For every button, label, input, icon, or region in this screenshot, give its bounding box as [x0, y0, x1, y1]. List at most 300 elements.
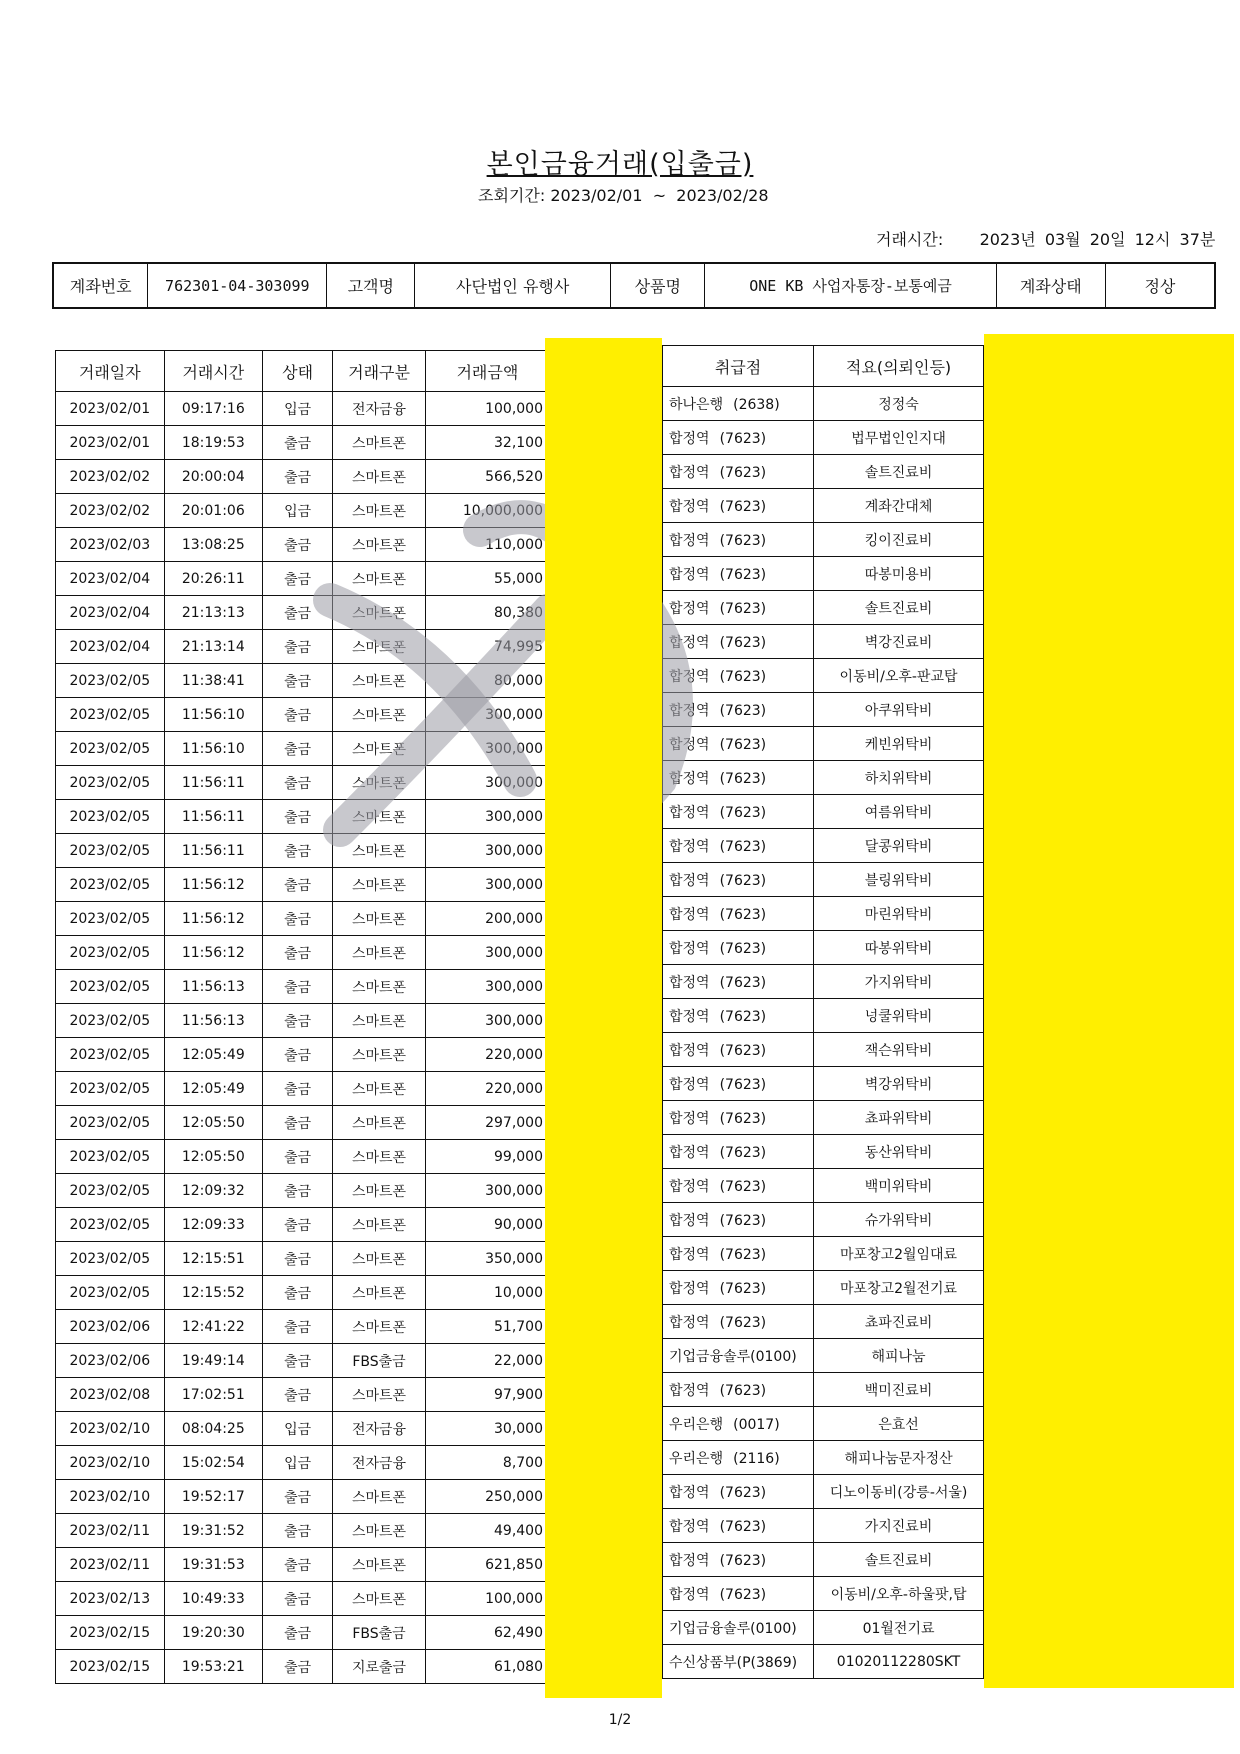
cell-amount: 55,000: [425, 562, 549, 596]
cell-time: 12:05:49: [164, 1038, 262, 1072]
cell-status: 출금: [262, 1072, 332, 1106]
branch-code: (7623): [719, 600, 767, 617]
table-row: [663, 1101, 984, 1135]
branch-name: 합정역: [669, 906, 710, 923]
branch-code: (7623): [719, 1586, 767, 1603]
branch-name: 합정역: [669, 974, 710, 991]
document-title: 본인금융거래(입출금): [486, 149, 754, 180]
cell-amount: 297,000: [425, 1106, 549, 1140]
cell-status: 출금: [262, 460, 332, 494]
cell-amount: 300,000: [425, 698, 549, 732]
cell-memo: 백미진료비: [814, 1373, 984, 1407]
cell-amount: 61,080: [425, 1650, 549, 1684]
cell-type: FBS출금: [333, 1616, 426, 1650]
branch-name: 합정역: [669, 1110, 710, 1127]
cell-date: 2023/02/02: [56, 494, 165, 528]
txtime-label: 거래시간:: [876, 230, 944, 249]
cell-time: 11:56:13: [164, 1004, 262, 1038]
cell-time: 13:08:25: [164, 528, 262, 562]
cell-amount: 32,100: [425, 426, 549, 460]
cell-amount: 10,000: [425, 1276, 549, 1310]
cell-branch: [663, 1373, 814, 1407]
cell-time: 12:15:51: [164, 1242, 262, 1276]
table-row: [56, 1038, 550, 1072]
branch-code: (0017): [733, 1416, 780, 1433]
cell-amount: 300,000: [425, 936, 549, 970]
table-row: [663, 1407, 984, 1441]
cell-memo: 하치위탁비: [814, 761, 984, 795]
branch-name: 합정역: [669, 532, 710, 549]
cell-type: 스마트폰: [333, 766, 426, 800]
branch-code: (7623): [719, 838, 767, 855]
cell-date: 2023/02/03: [56, 528, 165, 562]
branch-name: 합정역: [669, 1586, 710, 1603]
cell-time: 10:49:33: [164, 1582, 262, 1616]
cell-type: 스마트폰: [333, 630, 426, 664]
cell-amount: 62,490: [425, 1616, 549, 1650]
cell-memo: 솔트진료비: [814, 1543, 984, 1577]
cell-type: 스마트폰: [333, 1514, 426, 1548]
txtime-value: 2023년 03월 20일 12시 37분: [979, 230, 1216, 249]
cell-date: 2023/02/05: [56, 1276, 165, 1310]
branch-code: (7623): [719, 430, 767, 447]
cell-type: 스마트폰: [333, 1174, 426, 1208]
cell-memo: 백미위탁비: [814, 1169, 984, 1203]
table-row: [56, 1446, 550, 1480]
cell-date: 2023/02/05: [56, 1208, 165, 1242]
cell-branch: [663, 387, 814, 421]
branch-code: (2638): [733, 396, 780, 413]
cell-time: 15:02:54: [164, 1446, 262, 1480]
cell-time: 11:56:12: [164, 902, 262, 936]
cell-time: 19:20:30: [164, 1616, 262, 1650]
cell-status: 출금: [262, 1140, 332, 1174]
branch-name: 합정역: [669, 1212, 710, 1229]
cell-status: 출금: [262, 1514, 332, 1548]
branch-name: 합정역: [669, 1042, 710, 1059]
cell-status: 출금: [262, 1276, 332, 1310]
cell-date: 2023/02/15: [56, 1616, 165, 1650]
cell-memo: 01월전기료: [814, 1611, 984, 1645]
table-row: [56, 1276, 550, 1310]
branch-name: 수신상품부(P(3869): [669, 1654, 798, 1671]
cell-time: 09:17:16: [164, 392, 262, 426]
cell-status: 출금: [262, 1174, 332, 1208]
cell-time: 21:13:13: [164, 596, 262, 630]
cell-amount: 80,380: [425, 596, 549, 630]
cell-type: 스마트폰: [333, 596, 426, 630]
cell-time: 11:56:11: [164, 766, 262, 800]
cell-date: 2023/02/05: [56, 936, 165, 970]
cell-type: 스마트폰: [333, 902, 426, 936]
col-memo: 적요(의뢰인등): [814, 346, 984, 387]
cell-status: 출금: [262, 528, 332, 562]
table-row: [663, 1033, 984, 1067]
branch-code: (7623): [719, 940, 767, 957]
cell-date: 2023/02/13: [56, 1582, 165, 1616]
col-date: 거래일자: [56, 351, 165, 392]
cell-amount: 97,900: [425, 1378, 549, 1412]
cell-date: 2023/02/05: [56, 970, 165, 1004]
cell-branch: [663, 1407, 814, 1441]
branch-code: (7623): [719, 566, 767, 583]
cell-status: 출금: [262, 1480, 332, 1514]
branch-code: (7623): [719, 634, 767, 651]
cell-branch: [663, 1509, 814, 1543]
cell-status: 출금: [262, 732, 332, 766]
cell-status: 출금: [262, 1582, 332, 1616]
cell-time: 11:56:10: [164, 698, 262, 732]
cell-date: 2023/02/04: [56, 596, 165, 630]
cell-time: 20:26:11: [164, 562, 262, 596]
cell-time: 11:56:12: [164, 868, 262, 902]
cell-amount: 200,000: [425, 902, 549, 936]
table-row: [663, 1067, 984, 1101]
cell-amount: 110,000: [425, 528, 549, 562]
table-row: [56, 1310, 550, 1344]
cell-status: 입금: [262, 494, 332, 528]
branch-name: 기업금융솔루(0100): [669, 1620, 797, 1637]
cell-memo: 은효선: [814, 1407, 984, 1441]
cell-branch: [663, 999, 814, 1033]
cell-amount: 300,000: [425, 1004, 549, 1038]
cell-type: 스마트폰: [333, 1140, 426, 1174]
branch-name: 합정역: [669, 1178, 710, 1195]
cell-memo: 넝쿨위탁비: [814, 999, 984, 1033]
cell-time: 21:13:14: [164, 630, 262, 664]
cell-memo: 달콩위탁비: [814, 829, 984, 863]
cell-type: 전자금융: [333, 1446, 426, 1480]
cell-status: 출금: [262, 698, 332, 732]
cell-memo: 마포창고2월전기료: [814, 1271, 984, 1305]
cell-amount: 10,000,000: [425, 494, 549, 528]
branch-code: (7623): [719, 1212, 767, 1229]
cell-status: 출금: [262, 630, 332, 664]
branch-name: 기업금융솔루(0100): [669, 1348, 797, 1365]
cell-memo: 가지진료비: [814, 1509, 984, 1543]
cell-date: 2023/02/05: [56, 1106, 165, 1140]
branch-name: 합정역: [669, 702, 710, 719]
cell-date: 2023/02/05: [56, 1072, 165, 1106]
cell-status: 출금: [262, 936, 332, 970]
table-row: [663, 1203, 984, 1237]
cell-memo: 잭슨위탁비: [814, 1033, 984, 1067]
cell-memo: 법무법인인지대: [814, 421, 984, 455]
cell-memo: 이동비/오후-판교탑: [814, 659, 984, 693]
cell-date: 2023/02/10: [56, 1412, 165, 1446]
branch-code: (7623): [719, 906, 767, 923]
cell-branch: [663, 1033, 814, 1067]
branch-name: 합정역: [669, 430, 710, 447]
cell-amount: 621,850: [425, 1548, 549, 1582]
cell-date: 2023/02/05: [56, 834, 165, 868]
left-header-row: [56, 351, 550, 392]
cell-status: 출금: [262, 902, 332, 936]
branch-code: (7623): [719, 668, 767, 685]
cell-type: 스마트폰: [333, 1004, 426, 1038]
branch-code: (7623): [719, 1382, 767, 1399]
branch-code: (7623): [719, 532, 767, 549]
table-row: [56, 1514, 550, 1548]
cell-memo: 케빈위탁비: [814, 727, 984, 761]
cell-memo: 동산위탁비: [814, 1135, 984, 1169]
table-row: [56, 1072, 550, 1106]
cell-memo: 해피나눔: [814, 1339, 984, 1373]
right-header-row: [663, 346, 984, 387]
table-row: [56, 1140, 550, 1174]
table-row: [663, 1271, 984, 1305]
table-row: [663, 1237, 984, 1271]
cell-date: 2023/02/05: [56, 800, 165, 834]
cell-branch: [663, 1067, 814, 1101]
cell-status: 출금: [262, 1344, 332, 1378]
cell-status: 출금: [262, 562, 332, 596]
cell-memo: 가지위탁비: [814, 965, 984, 999]
table-row: [663, 1135, 984, 1169]
branch-name: 합정역: [669, 1280, 710, 1297]
table-row: [56, 1106, 550, 1140]
branch-name: 합정역: [669, 940, 710, 957]
cell-status: 입금: [262, 1446, 332, 1480]
cell-type: 스마트폰: [333, 426, 426, 460]
table-row: [56, 1004, 550, 1038]
product-value: ONE KB 사업자통장-보통예금: [705, 263, 996, 308]
table-row: [56, 1412, 550, 1446]
cell-branch: [663, 1645, 814, 1679]
cell-amount: 220,000: [425, 1038, 549, 1072]
cell-time: 19:52:17: [164, 1480, 262, 1514]
cell-amount: 100,000: [425, 1582, 549, 1616]
cell-status: 출금: [262, 1038, 332, 1072]
cell-date: 2023/02/06: [56, 1310, 165, 1344]
cell-status: 출금: [262, 766, 332, 800]
cell-date: 2023/02/10: [56, 1480, 165, 1514]
table-row: [663, 1441, 984, 1475]
cell-date: 2023/02/11: [56, 1548, 165, 1582]
cell-date: 2023/02/05: [56, 868, 165, 902]
branch-code: (7623): [719, 872, 767, 889]
table-row: [663, 1509, 984, 1543]
cell-branch: [663, 1543, 814, 1577]
table-row: [663, 1645, 984, 1679]
branch-code: (7623): [719, 770, 767, 787]
cell-time: 12:05:49: [164, 1072, 262, 1106]
cell-branch: [663, 1135, 814, 1169]
cell-date: 2023/02/04: [56, 562, 165, 596]
branch-name: 합정역: [669, 804, 710, 821]
cell-memo: 따봉미용비: [814, 557, 984, 591]
col-status: 상태: [262, 351, 332, 392]
customer-value: 사단법인 유행사: [415, 263, 611, 308]
cell-branch: [663, 1339, 814, 1373]
cell-date: 2023/02/10: [56, 1446, 165, 1480]
table-row: [663, 387, 984, 421]
cell-branch: [663, 965, 814, 999]
account-status-value: 정상: [1105, 263, 1215, 308]
cell-type: 스마트폰: [333, 1378, 426, 1412]
cell-time: 11:56:10: [164, 732, 262, 766]
cell-status: 출금: [262, 1242, 332, 1276]
cell-memo: 디노이동비(강릉-서울): [814, 1475, 984, 1509]
cell-amount: 80,000: [425, 664, 549, 698]
cell-amount: 30,000: [425, 1412, 549, 1446]
branch-name: 합정역: [669, 464, 710, 481]
cell-branch: [663, 421, 814, 455]
cell-type: 전자금융: [333, 1412, 426, 1446]
cell-memo: 블링위탁비: [814, 863, 984, 897]
cell-amount: 220,000: [425, 1072, 549, 1106]
cell-memo: 킹이진료비: [814, 523, 984, 557]
customer-label: 고객명: [327, 263, 415, 308]
branch-code: (2116): [733, 1450, 780, 1467]
table-row: [56, 1480, 550, 1514]
cell-time: 11:56:13: [164, 970, 262, 1004]
cell-memo: 아쿠위탁비: [814, 693, 984, 727]
cell-type: 스마트폰: [333, 1242, 426, 1276]
col-type: 거래구분: [333, 351, 426, 392]
cell-time: 20:00:04: [164, 460, 262, 494]
cell-date: 2023/02/05: [56, 1140, 165, 1174]
branch-code: (7623): [719, 1008, 767, 1025]
cell-date: 2023/02/02: [56, 460, 165, 494]
cell-type: 스마트폰: [333, 1480, 426, 1514]
cell-memo: 해피나눔문자정산: [814, 1441, 984, 1475]
table-row: [663, 1373, 984, 1407]
branch-name: 합정역: [669, 1552, 710, 1569]
cell-status: 입금: [262, 392, 332, 426]
account-no-value: 762301-04-303099: [148, 263, 327, 308]
cell-date: 2023/02/05: [56, 902, 165, 936]
branch-code: (7623): [719, 1280, 767, 1297]
cell-branch: [663, 1577, 814, 1611]
branch-name: 합정역: [669, 634, 710, 651]
cell-status: 출금: [262, 1004, 332, 1038]
cell-amount: 300,000: [425, 1174, 549, 1208]
branch-code: (7623): [719, 804, 767, 821]
page-number: 1/2: [608, 1712, 632, 1728]
branch-code: (7623): [719, 1552, 767, 1569]
branch-name: 합정역: [669, 770, 710, 787]
branch-name: 합정역: [669, 736, 710, 753]
cell-status: 출금: [262, 426, 332, 460]
branch-name: 우리은행: [669, 1416, 724, 1433]
branch-code: (7623): [719, 1518, 767, 1535]
cell-status: 출금: [262, 1310, 332, 1344]
table-row: [56, 1378, 550, 1412]
cell-amount: 300,000: [425, 970, 549, 1004]
branch-code: (7623): [719, 736, 767, 753]
period-from: 2023/02/01: [550, 186, 643, 205]
cell-time: 19:31:52: [164, 1514, 262, 1548]
cell-type: 스마트폰: [333, 1310, 426, 1344]
branch-name: 합정역: [669, 872, 710, 889]
table-row: [56, 426, 550, 460]
branch-code: (7623): [719, 498, 767, 515]
cell-date: 2023/02/05: [56, 1242, 165, 1276]
col-amount: 거래금액: [425, 351, 549, 392]
table-row: [56, 1548, 550, 1582]
branch-code: (7623): [719, 1178, 767, 1195]
cell-status: 출금: [262, 664, 332, 698]
cell-amount: 300,000: [425, 800, 549, 834]
cell-amount: 74,995: [425, 630, 549, 664]
table-row: [56, 1650, 550, 1684]
cell-memo: 마린위탁비: [814, 897, 984, 931]
table-row: [56, 1616, 550, 1650]
cell-date: 2023/02/04: [56, 630, 165, 664]
branch-name: 합정역: [669, 668, 710, 685]
cell-type: 스마트폰: [333, 1582, 426, 1616]
cell-time: 18:19:53: [164, 426, 262, 460]
cell-date: 2023/02/05: [56, 732, 165, 766]
cell-type: 스마트폰: [333, 528, 426, 562]
cell-status: 출금: [262, 1106, 332, 1140]
cell-status: 출금: [262, 834, 332, 868]
branch-code: (7623): [719, 1484, 767, 1501]
cell-status: 출금: [262, 1548, 332, 1582]
transaction-time: [876, 227, 1215, 250]
cell-time: 19:31:53: [164, 1548, 262, 1582]
branch-name: 합정역: [669, 838, 710, 855]
cell-date: 2023/02/11: [56, 1514, 165, 1548]
col-time: 거래시간: [164, 351, 262, 392]
cell-type: 스마트폰: [333, 732, 426, 766]
branch-code: (7623): [719, 1246, 767, 1263]
cell-memo: 쵸파위탁비: [814, 1101, 984, 1135]
cell-branch: [663, 1611, 814, 1645]
period-separator: ~: [652, 186, 667, 205]
branch-name: 합정역: [669, 1008, 710, 1025]
branch-name: 합정역: [669, 600, 710, 617]
table-row: [663, 1339, 984, 1373]
cell-branch: [663, 1305, 814, 1339]
period-to: 2023/02/28: [676, 186, 769, 205]
cell-time: 11:56:11: [164, 800, 262, 834]
cell-memo: 솔트진료비: [814, 455, 984, 489]
table-row: [56, 1174, 550, 1208]
cell-date: 2023/02/05: [56, 1004, 165, 1038]
cell-amount: 300,000: [425, 868, 549, 902]
cell-branch: [663, 1169, 814, 1203]
cell-type: 스마트폰: [333, 1106, 426, 1140]
cell-amount: 566,520: [425, 460, 549, 494]
cell-time: 20:01:06: [164, 494, 262, 528]
cell-amount: 8,700: [425, 1446, 549, 1480]
table-row: [663, 1611, 984, 1645]
cell-memo: 따봉위탁비: [814, 931, 984, 965]
cell-time: 08:04:25: [164, 1412, 262, 1446]
cell-type: 전자금융: [333, 392, 426, 426]
cell-memo: 솔트진료비: [814, 591, 984, 625]
account-status-label: 계좌상태: [996, 263, 1105, 308]
branch-code: (7623): [719, 1314, 767, 1331]
redaction-bar-middle: [545, 338, 662, 1698]
cell-memo: 이동비/오후-하울팟,탑: [814, 1577, 984, 1611]
table-row: [663, 999, 984, 1033]
cell-branch: [663, 1271, 814, 1305]
cell-status: 출금: [262, 868, 332, 902]
cell-time: 12:05:50: [164, 1140, 262, 1174]
cell-type: 스마트폰: [333, 1548, 426, 1582]
product-label: 상품명: [611, 263, 705, 308]
cell-status: 출금: [262, 970, 332, 1004]
table-row: [663, 1169, 984, 1203]
cell-status: 출금: [262, 596, 332, 630]
cell-amount: 51,700: [425, 1310, 549, 1344]
branch-name: 합정역: [669, 1076, 710, 1093]
cell-memo: 마포창고2월임대료: [814, 1237, 984, 1271]
cell-type: 지로출금: [333, 1650, 426, 1684]
